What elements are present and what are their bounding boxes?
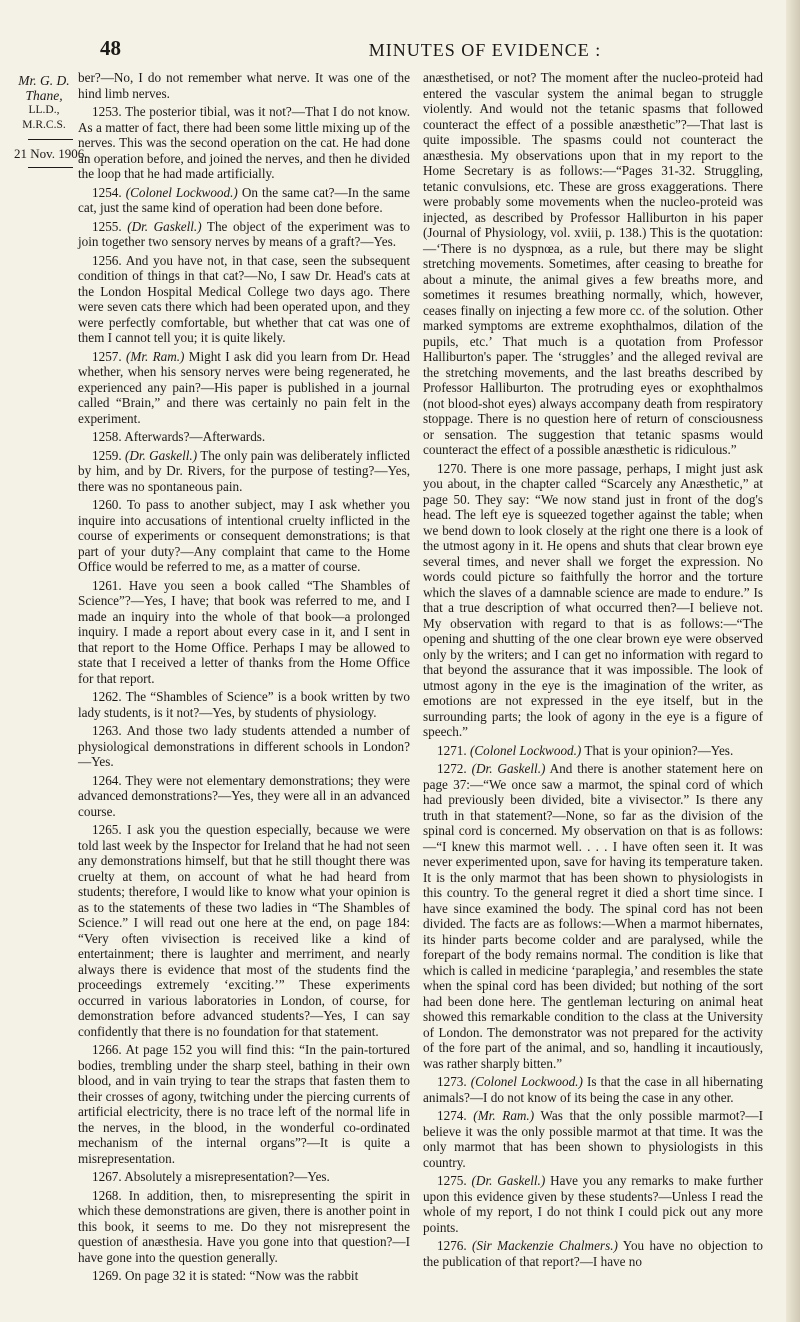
paragraph [423,1074,763,1105]
paragraph-text: You have no objection to the publication of that report?—I have no [423,1238,763,1269]
speaker-name: (Dr. Gaskell.) [471,1173,546,1188]
speaker-name: (Sir Mackenzie Chalmers.) [472,1238,618,1253]
paragraph-text: At page 152 you will find this: “In the pain-tortured bodies, trembling under the sharp steel, bathing in their own blood, and in vain trying to tear the straps that fasten them to their crosses of agony, twitching under the piercing currents of artificial electricity, there is no trace left of the normal life in the nerves, in the blood, in the wonderful co-ordinated mechanism of the internal organs”?—It is quite a misrepresentation. [78,1042,410,1166]
paragraph [423,743,763,759]
paragraph-text: The “Shambles of Science” is a book written by two lady students, is it not?—Yes, by students of physiology. [78,689,410,720]
witness-degree-cont: M.R.C.S. [22,119,66,131]
paragraph [423,1173,763,1235]
question-number: 1255. [92,218,122,234]
question-number: 1271. [437,742,467,758]
question-number: 1273. [437,1074,467,1089]
paragraph [78,253,410,346]
paragraph [423,761,763,1071]
question-number: 1262. [92,689,122,704]
witness-name-cont: Thane, [25,88,63,103]
paragraph-text: And you have not, in that case, seen the subsequent condition of things in that cat?—No, I saw Dr. Head's cats at the London Hospital Medical College two days ago. There were seven cats there which had been operated upon, and they were perfectly comfortable, but whether that cat was one of them I cannot tell you; it is quite likely. [78,252,410,345]
speaker-name: (Colonel Lockwood.) [469,742,582,758]
margin-rule [28,139,73,140]
paragraph [78,448,410,495]
paragraph [78,773,410,820]
paragraph [78,689,410,720]
paragraph [78,104,410,182]
paragraph-text: And there is another statement here on page 37:—“We once saw a marmot, the spinal cord of which had previously been divided, bite a vivisector.” Is there any truth in that statement?—None, so far as the division of the spinal cord is concerned. My observation on that is as follows:—“I knew this marmot well. . . . I have often seen it. It was never experimented upon, save for having its temperature taken. It is the only marmot that has been shown to physiologists in this country. To the general regret it died a short time since. I have since examined the body. The spinal cord has not been divided. The facts are as follows:—When a marmot hibernates, its hinder parts become colder and are paralysed, while the forepart of the body remains normal. The condition is like that which is called in medicine ‘paraplegia,’ and resembles the state when the spinal cord has been divided; but nothing of the sort had been done here. The gentleman lecturing on animal heat showed this remarkable condition to the class at the University of London. The demonstrator was not prepared for the activity of the fore part of the animal, and so, handling it incautiously, was rather sharply bitten.” [423,761,764,1071]
left-column [78,70,410,1287]
question-number: 1272. [437,761,467,776]
paragraph-text: To pass to another subject, may I ask whether you inquire into accusations of intentional cruelty inflicted in the course of experiments or consequent demonstrations; is that part of your duty?—Any complaint that came to the Home Office would be referred to me, as a matter of course. [78,497,411,574]
paragraph [78,429,410,445]
speaker-name: (Dr. Gaskell.) [124,447,198,463]
question-number: 1253. [92,104,122,119]
speaker-name: (Dr. Gaskell.) [127,218,202,234]
right-column [423,70,763,1272]
paragraph-text: On the same cat?—In the same cat, just the same kind of operation had been done before. [78,184,410,215]
paragraph [78,1169,410,1185]
paragraph [78,349,410,427]
paragraph-text: The posterior tibial, was it not?—That I do not know. As a matter of fact, there had been some little mixing up of the nerves. This was the second operation on the cat. He had done an operation before, and joined the nerves, and then he divided the loop that he had made artificially. [78,104,410,181]
paragraph-text: On page 32 it is stated: “Now was the rabbit [124,1268,359,1283]
question-number: 1259. [92,447,122,463]
question-number: 1275. [437,1173,467,1188]
paragraph [78,723,410,770]
paragraph [423,70,763,458]
page-number: 48 [100,36,121,60]
paragraph [78,822,410,1039]
speaker-name: (Colonel Lockwood.) [125,184,238,200]
paragraph-text: Was that the only possible marmot?—I believe it was the only possible marmot at that time. It was the only marmot that has been shown to physiologists in this country. [423,1108,763,1170]
paragraph [423,1108,763,1170]
paragraph-text: Is that the case in all hibernating animals?—I do not know of its being the case in any other. [423,1074,763,1105]
paragraph-text: ber?—No, I do not remember what nerve. It was one of the hind limb nerves. [78,70,410,101]
paragraph-text: They were not elementary demonstrations; they were advanced demonstrations?—Yes, they were all in an advanced course. [78,772,411,819]
paragraph-text: anæsthetised, or not? The moment after the nucleo-proteid had entered the vascular system the animal began to struggle violently. And would not the tetanic spasms that followed counteract the effect of a possible anæsthetic”?—That last is quite impossible. The spasms could not counteract the anæsthesia. My observations upon that in my report to the Home Secretary is as follows:—“Pages 31-32. Struggling, tetanic convulsions, etc. These are gross exaggerations. There were probably some movements when the nucleo-proteid was injected, as described by Professor Halliburton in his paper (Journal of Physiology, vol. xviii, p. 138.) This is the quotation:—‘There is no dyspnœa, as a rule, but there may be slight stretching movements. Sometimes, after ceasing to breathe for about a minute, the animal gives a few breaths more, and sometimes it resumes breathing normally, which, however, ceases finally on injecting a few more cc. of the solution. Other marked symptoms are extreme exophthalmos, dilation of the pupils, etc.’ That much is a quotation from Professor Halliburton's paper. The ‘struggles’ and the alleged revival are the stretching movements, and the last breaths described by Professor Halliburton. The protruding eyes or exophthalmos (not blood-shot eyes) always accompany death from respiratory stoppage. There is no question here of return of consciousness or sensation. The suggestion that tetanic spasms would counteract the effect of a possible anæsthetic is ridiculous.” [423,70,763,457]
question-number: 1254. [92,184,122,200]
paragraph-text: In addition, then, to misrepresenting the spirit in which these demonstrations are given, there is another point in this book, it seems to me. Do they not misrepresent the question of anæsthesia. Have you gone into that question?—I have gone into the question generally. [78,1187,410,1265]
paragraph-text: There is one more passage, perhaps, I might just ask you about, in the chapter called “Scarcely any Anæsthetic,” at page 50. They say: “We now stand just in front of the dog's head. The left eye is squeezed together against the table; when we bend down to look closely at the right one there is a look of the utmost agony in it. He opens and shuts that clear brown eye several times, and never shall we forget the expression. No words could picture so faithfully the horror and the torture which the slaves of a damnable science are made to endure.” Is that a true description of what occurred then?—I believe not. My observation with regard to that is as follows:—“The opening and shutting of the one clear brown eye were observed only by the writers; and I can get no information with regard to that beyond the assurance that it was impossible. The look of utmost agony in the eye is the imagination of the writer, as emotions are not expressed in the eye itself, but in the surrounding parts; the look of agony in the eye is a figure of speech.” [423,460,763,739]
paragraph-text: Have you any remarks to make further upon this evidence given by these students?—Unless I read the whole of my report, I do not think I could pick out any more points. [423,1173,764,1235]
paragraph-text: Absolutely a misrepresentation?—Yes. [124,1169,330,1184]
question-number: 1266. [92,1042,122,1057]
question-number: 1256. [92,252,122,268]
witness-degree: LL.D., [28,104,60,116]
evidence-date: 21 Nov. 1906. [14,146,88,161]
paragraph-text: The only pain was deliberately inflicted by him, and by Dr. Rivers, for the purpose of testing?—Yes, there was no spontaneous pain. [78,447,411,494]
question-number: 1267. [92,1169,122,1184]
paragraph [78,497,410,575]
question-number: 1257. [92,348,122,364]
paragraph [78,219,410,250]
speaker-name: (Dr. Gaskell.) [471,761,546,776]
margin-note [14,73,88,168]
paragraph-text: Might I ask did you learn from Dr. Head whether, when his sensory nerves were being regenerated, he experienced any pain?—His paper is published in a journal called “Brain,” and there was certainly no pain felt in the experiment. [78,348,411,426]
paragraph-text: Have you seen a book called “The Shambles of Science”?—Yes, I have; that book was referred to me, and I made an inquiry into the whole of that book—a prolonged inquiry. I made a report about every case in it, and I sent in that report to the Home Office. Perhaps I may be allowed to state that I received a letter of thanks from the Home Office for that report. [78,577,410,686]
page-edge-shadow [786,0,800,1322]
question-number: 1274. [437,1108,467,1123]
paragraph [423,1238,763,1269]
question-number: 1264. [92,772,122,788]
page-header [0,36,800,62]
paragraph [78,1268,410,1284]
question-number: 1260. [92,497,122,512]
question-number: 1263. [92,723,122,738]
question-number: 1268. [92,1187,122,1203]
question-number: 1270. [437,460,467,476]
speaker-name: (Colonel Lockwood.) [470,1074,583,1089]
running-title: MINUTES OF EVIDENCE : [368,40,602,60]
question-number: 1276. [437,1238,467,1253]
speaker-name: (Mr. Ram.) [125,348,185,364]
margin-rule-lower [28,167,73,168]
paragraph-text: And those two lady students attended a number of physiological demonstrations in different schools in London?—Yes. [78,723,410,769]
question-number: 1258. [92,429,122,444]
witness-name: Mr. G. D. [18,73,70,88]
paragraph [78,185,410,216]
question-number: 1269. [92,1268,122,1283]
paragraph-text: I ask you the question especially, because we were told last week by the Inspector for Ireland that he had not seen any demonstrations himself, but that he still thought there was cruelty at them, on account of what he had heard from students; therefore, I would like to know what your opinion is as to the statements of these two ladies in “The Shambles of Science.” I will read out one here at the end, on page 184: “Very often vivisection is received like a kind of entertainment; there is laughter and merriment, and nearly always there is evidence that most of the students find the proceedings extremely ‘exciting.’” These experiments occurred in various laboratories in London, of course, for demonstration before advanced students?—Yes, I can say confidently that there is no foundation for that statement. [78,822,411,1039]
paragraph [78,578,410,687]
paragraph [78,1188,410,1266]
question-number: 1261. [92,577,122,593]
paragraph-text: The object of the experiment was to join together two sensory nerves by means of a graft?—Yes. [78,218,411,249]
paragraph [78,70,410,101]
paragraph-text: Afterwards?—Afterwards. [124,429,266,444]
paragraph [78,1042,410,1166]
paragraph-text: That is your opinion?—Yes. [584,742,734,758]
paragraph [423,461,763,740]
speaker-name: (Mr. Ram.) [473,1108,535,1123]
question-number: 1265. [92,822,122,837]
